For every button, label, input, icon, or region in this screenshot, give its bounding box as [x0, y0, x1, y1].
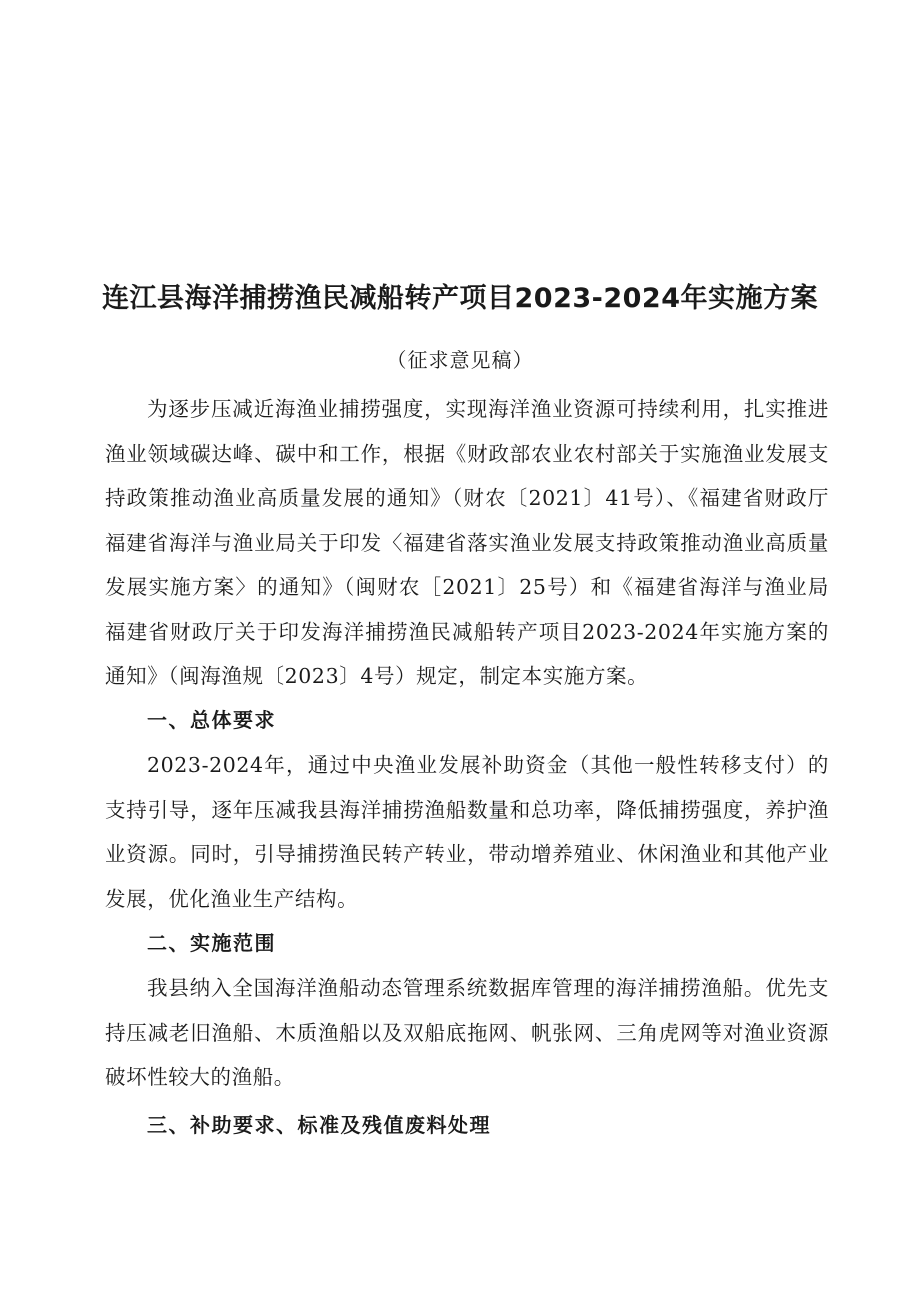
- section-overall-requirements-block: [105, 743, 829, 921]
- document-title: 连江县海洋捕捞渔民减船转产项目2023-2024年实施方案: [102, 283, 818, 314]
- document-subtitle: （征求意见稿）: [386, 348, 534, 372]
- intro-paragraph: 为逐步压减近海渔业捕捞强度，实现海洋渔业资源可持续利用，扎实推进渔业领域碳达峰、碳中和工作，根据《财政部农业农村部关于实施渔业发展支持政策推动渔业高质量发展的通知》（财农〔2021〕41号）、《福建省财政厅福建省海洋与渔业局关于印发〈福建省落实渔业发展支持政策推动渔业高质量发展实施方案〉的通知》（闽财农［2021〕25号）和《福建省海洋与渔业局福建省财政厅关于印发海洋捕捞渔民减船转产项目2023-2024年实施方案的通知》（闽海渔规〔2023〕4号）规定，制定本实施方案。: [105, 397, 829, 688]
- section-heading-overall-requirements: 一、总体要求: [147, 708, 276, 732]
- section-scope-paragraph: 我县纳入全国海洋渔船动态管理系统数据库管理的海洋捕捞渔船。优先支持压减老旧渔船、木质渔船以及双船底拖网、帆张网、三角虎网等对渔业资源破坏性较大的渔船。: [105, 976, 829, 1089]
- section-heading-scope: 二、实施范围: [147, 931, 276, 955]
- section-scope-block: [105, 966, 829, 1100]
- section-overall-requirements-paragraph: 2023-2024年，通过中央渔业发展补助资金（其他一般性转移支付）的支持引导，逐年压减我县海洋捕捞渔船数量和总功率，降低捕捞强度，养护渔业资源。同时，引导捕捞渔民转产转业，带动增养殖业、休闲渔业和其他产业发展，优化渔业生产结构。: [105, 753, 829, 911]
- section-heading-subsidy-requirements: 三、补助要求、标准及残值废料处理: [147, 1113, 491, 1137]
- intro-block: [105, 387, 829, 699]
